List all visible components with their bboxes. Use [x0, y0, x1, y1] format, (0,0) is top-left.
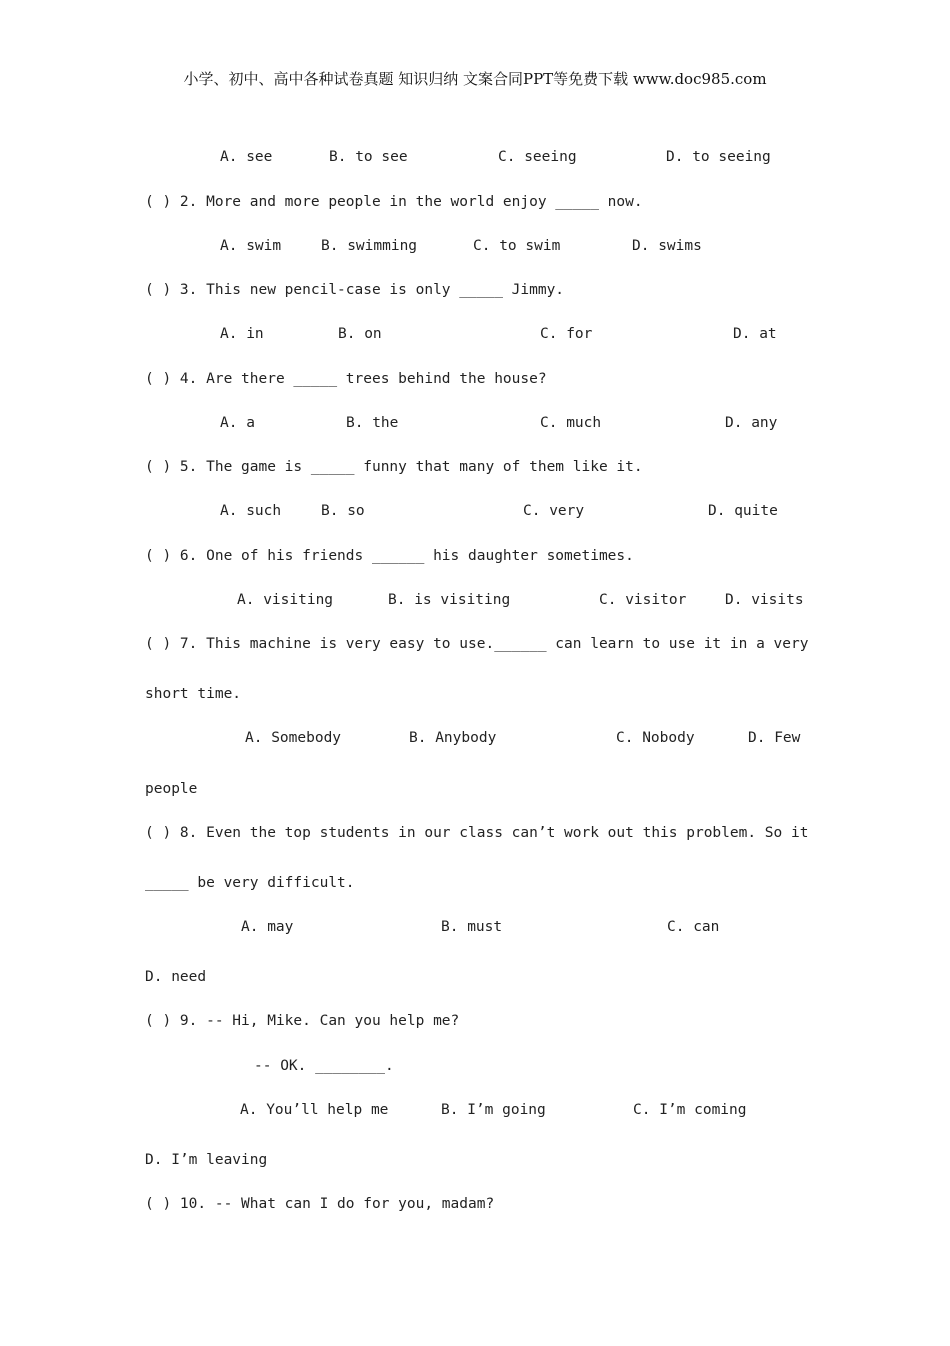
q9-reply: -- OK. ________. [254, 1058, 394, 1074]
q2-option-c: C. to swim [473, 238, 561, 254]
q5-stem: ( ) 5. The game is _____ funny that many of them like it. [145, 459, 643, 475]
q6-option-c: C. visitor [599, 592, 687, 608]
q7-option-c: C. Nobody [616, 730, 695, 746]
q4-option-d: D. any [725, 415, 778, 431]
q9-option-a: A. You’ll help me [240, 1102, 389, 1118]
page-header: 小学、初中、高中各种试卷真题 知识归纳 文案合同PPT等免费下载 www.doc985.com [183, 70, 767, 88]
q2-option-d: D. swims [632, 238, 702, 254]
q7-option-d: D. Few [748, 730, 801, 746]
q4-option-b: B. the [346, 415, 399, 431]
q7-option-d-continued: people [145, 781, 198, 797]
q7-option-b: B. Anybody [409, 730, 497, 746]
q5-option-a: A. such [220, 503, 282, 519]
q8-option-a: A. may [241, 919, 294, 935]
q4-option-a: A. a [220, 415, 255, 431]
q6-stem: ( ) 6. One of his friends ______ his daughter sometimes. [145, 548, 634, 564]
q1-option-a: A. see [220, 149, 273, 165]
q1-option-c: C. seeing [498, 149, 577, 165]
q3-option-b: B. on [338, 326, 382, 342]
q9-stem: ( ) 9. -- Hi, Mike. Can you help me? [145, 1013, 460, 1029]
q3-option-c: C. for [540, 326, 593, 342]
q8-stem: ( ) 8. Even the top students in our class can’t work out this problem. So it [145, 825, 809, 841]
q6-option-d: D. visits [725, 592, 804, 608]
q10-stem: ( ) 10. -- What can I do for you, madam? [145, 1196, 495, 1212]
q2-stem: ( ) 2. More and more people in the world enjoy _____ now. [145, 194, 643, 210]
q8-option-c: C. can [667, 919, 720, 935]
q5-option-c: C. very [523, 503, 585, 519]
q9-option-d: D. I’m leaving [145, 1152, 268, 1168]
q7-stem-continued: short time. [145, 686, 242, 702]
q4-stem: ( ) 4. Are there _____ trees behind the house? [145, 371, 547, 387]
q8-option-b: B. must [441, 919, 503, 935]
q7-option-a: A. Somebody [245, 730, 342, 746]
q3-stem: ( ) 3. This new pencil-case is only _____ Jimmy. [145, 282, 565, 298]
q8-stem-continued: _____ be very difficult. [145, 875, 355, 891]
q3-option-d: D. at [733, 326, 777, 342]
q4-option-c: C. much [540, 415, 602, 431]
q2-option-b: B. swimming [321, 238, 418, 254]
q1-option-b: B. to see [329, 149, 408, 165]
q5-option-b: B. so [321, 503, 365, 519]
q9-option-c: C. I’m coming [633, 1102, 747, 1118]
q6-option-b: B. is visiting [388, 592, 511, 608]
q6-option-a: A. visiting [237, 592, 334, 608]
q1-option-d: D. to seeing [666, 149, 771, 165]
q2-option-a: A. swim [220, 238, 282, 254]
q5-option-d: D. quite [708, 503, 778, 519]
q3-option-a: A. in [220, 326, 264, 342]
q8-option-d: D. need [145, 969, 207, 985]
q9-option-b: B. I’m going [441, 1102, 546, 1118]
q7-stem: ( ) 7. This machine is very easy to use.______ can learn to use it in a very [145, 636, 809, 652]
